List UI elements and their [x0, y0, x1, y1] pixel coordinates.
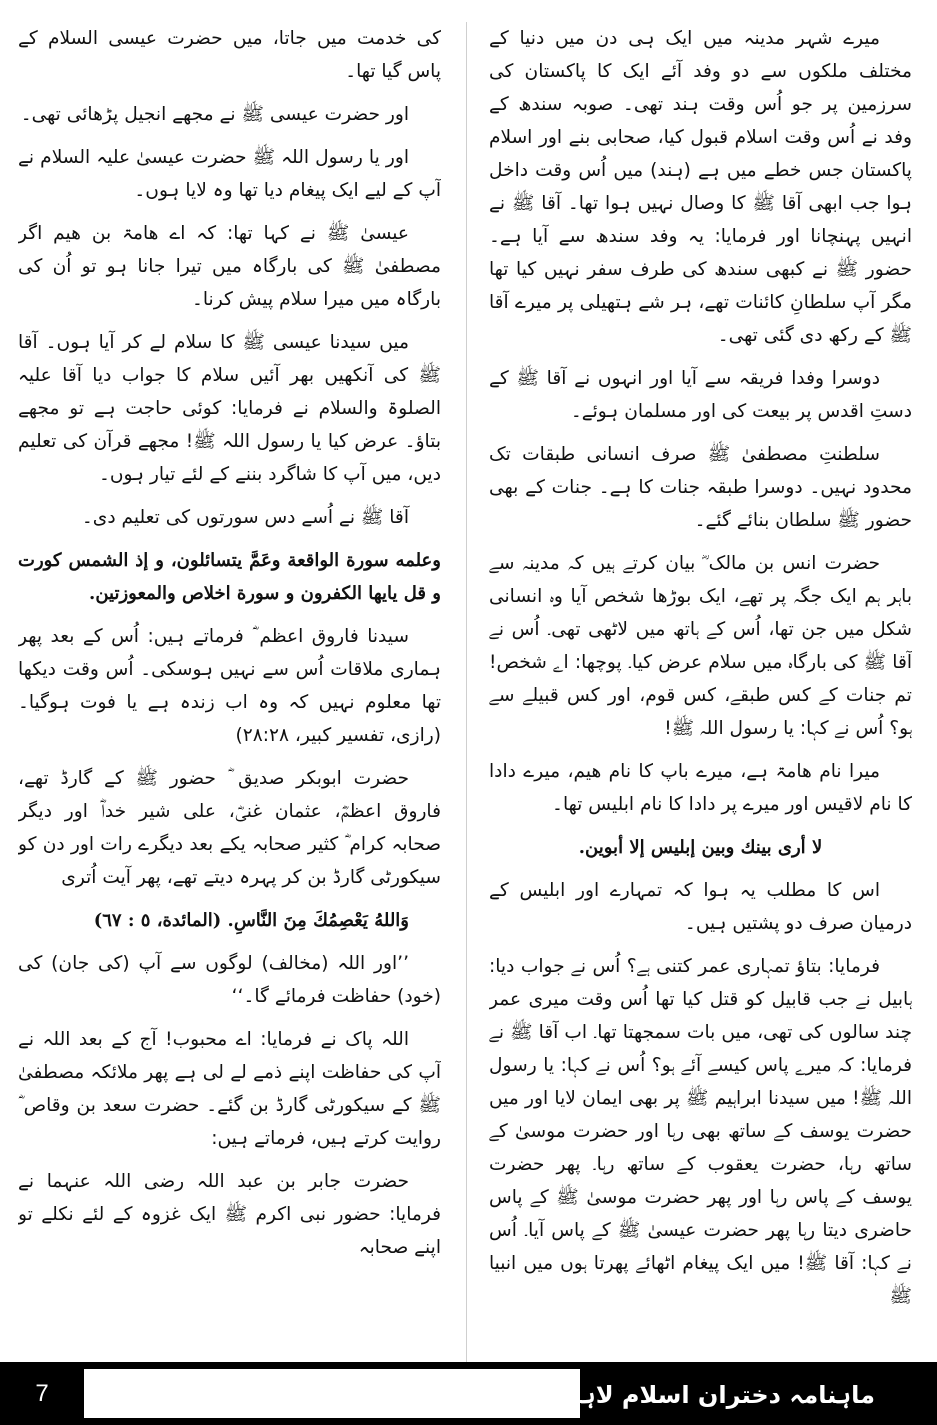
paragraph: اس کا مطلب یہ ہوا کہ تمہارے اور ابلیس کے درمیان صرف دو پشتیں ہیں۔: [489, 880, 912, 934]
paragraph: حضرت جابر بن عبد اللہ رضی اللہ عنہما نے فرمایا: حضور نبی اکرم ﷺ ایک غزوہ کے لئے نکلے تو اپنے صحابہ: [18, 1171, 441, 1258]
paragraph: اور حضرت عیسی ﷺ نے مجھے انجیل پڑھائی تھی۔: [20, 104, 409, 125]
paragraph: لا أرى بينك وبين إبليس إلا أبوين.: [578, 837, 823, 858]
magazine-title: ماہنامہ دختران اسلام لاہور اکتوبر 2021: [398, 1380, 875, 1409]
left-column: [18, 22, 441, 1362]
paragraph: میرے شہر مدینہ میں ایک ہی دن میں دنیا کے مختلف ملکوں سے دو وفد آئے ایک کا پاکستان کی سرزمین پر جو اُس وقت ہند تھی۔ صوبہ سندھ کے وفد نے اُس وقت اسلام قبول کیا، صحابی بنے اور اسلام پاکستان جس خطے میں ہے (ہند) میں اُس وقت داخل ہوا جب ابھی آقا ﷺ کا وصال نہیں ہوا تھا۔ آقا ﷺ نے انہیں پہنچانا اور فرمایا: یہ وفد سندھ سے آیا ہے۔ حضور ﷺ نے کبھی سندھ کی طرف سفر نہیں کیا تھا مگر آپ سلطانِ کائنات تھے، ہر شے ہتھیلی پر میرے آقا ﷺ کے رکھ دی گئی تھی۔: [489, 28, 912, 346]
column-divider: [466, 22, 467, 1362]
page-number: 7: [12, 1369, 72, 1418]
paragraph: میں سیدنا عیسی ﷺ کا سلام لے کر آیا ہوں۔ آقا ﷺ کی آنکھیں بھر آئیں سلام کا جواب دیا آقا علیہ الصلوۃ والسلام نے فرمایا: کوئی حاجت ہے تو مجھے بتاؤ۔ عرض کیا یا رسول اللہ ﷺ! مجھے قرآن کی تعلیم دیں، میں آپ کا شاگرد بننے کے لئے تیار ہوں۔: [18, 332, 441, 485]
paragraph: وَاللهُ يَعْصِمُكَ مِنَ النَّاسِ. (المائدة، ٥ : ٦٧): [93, 910, 409, 931]
right-column: [489, 22, 912, 1362]
paragraph: کی خدمت میں جاتا، میں حضرت عیسی السلام کے پاس گیا تھا۔: [18, 28, 441, 82]
paragraph: حضرت انس بن مالک ؓ بیان کرتے ہیں کہ مدینہ سے باہر ہم ایک جگہ پر تھے، ایک بوڑھا شخص آیا وہ انسانی شکل میں جن تھا، اُس کے ہاتھ میں لاٹھی تھی۔ اُس نے آقا ﷺ کی بارگاہ میں سلام عرض کیا۔ پوچھا: اے شخص! تم جنات کے کس طبقے، کس قوم، اور کس قبیلے سے ہو؟ اُس نے کہا: یا رسول اللہ ﷺ!: [489, 553, 912, 739]
page-footer: [0, 1362, 937, 1425]
paragraph: اور یا رسول اللہ ﷺ حضرت عیسیٰ علیہ السلام نے آپ کے لیے ایک پیغام دیا تھا وہ لایا ہوں۔: [18, 147, 441, 201]
paragraph: سلطنتِ مصطفیٰ ﷺ صرف انسانی طبقات تک محدود نہیں۔ دوسرا طبقہ جنات کا ہے۔ جنات کے بھی حضور ﷺ سلطان بنائے گئے۔: [489, 444, 912, 531]
paragraph: وعلمه سورة الواقعة وعَمَّ يتسائلون، و إذ الشمس كورت و قل يايها الكفرون و سورة اخلاص والمعوزتين.: [18, 550, 441, 604]
paragraph: عیسیٰ ﷺ نے کہا تھا: کہ اے ھامۃ بن ھیم اگر مصطفیٰ ﷺ کی بارگاہ میں تیرا جانا ہو تو اُن کی بارگاہ میں میرا سلام پیش کرنا۔: [18, 223, 441, 310]
paragraph: حضرت ابوبکر صدیق ؓ حضور ﷺ کے گارڈ تھے، فاروق اعظمؓ، عثمان غنیؓ، علی شیر خداؓ اور دیگر صحابہ کرام ؓ کثیر صحابہ یکے بعد دیگرے رات اور دن کو سیکورٹی گارڈ بن کر پہرہ دیتے تھے، پھر آیت اُتری: [18, 768, 441, 888]
paragraph: میرا نام ھامۃ ہے، میرے باپ کا نام ھیم، میرے دادا کا نام لاقیس اور میرے پر دادا کا نام ابلیس تھا۔: [489, 761, 912, 815]
paragraph: ’’اور اللہ (مخالف) لوگوں سے آپ (کی جان) کی (خود) حفاظت فرمائے گا۔‘‘: [18, 953, 441, 1007]
paragraph: دوسرا وفدا فریقہ سے آیا اور انہوں نے آقا ﷺ کے دستِ اقدس پر بیعت کی اور مسلمان ہوئے۔: [489, 368, 912, 422]
paragraph: فرمایا: بتاؤ تمہاری عمر کتنی ہے؟ اُس نے جواب دیا: ہابیل نے جب قابیل کو قتل کیا تھا اُس وقت میری عمر چند سالوں کی تھی، میں بات سمجھتا تھا۔ اب آقا ﷺ نے فرمایا: کہ میرے پاس کیسے آئے ہو؟ اُس نے کہا: یا رسول اللہ ﷺ! میں سیدنا ابراہیم ﷺ پر بھی ایمان لایا اور میں حضرت یوسف کے ساتھ بھی رہا اور حضرت موسیٰ کے ساتھ رہا، حضرت یعقوب کے ساتھ رہا۔ پھر حضرت یوسف کے پاس رہا اور پھر حضرت موسیٰ ﷺ کے پاس حاضری دیتا رہا پھر حضرت عیسیٰ ﷺ کے پاس آیا۔ اُس نے کہا: آقا ﷺ! میں ایک پیغام اٹھائے پھرتا ہوں میں انبیا ﷺ: [489, 956, 912, 1307]
paragraph: اللہ پاک نے فرمایا: اے محبوب! آج کے بعد اللہ نے آپ کی حفاظت اپنے ذمے لے لی ہے پھر ملائکہ مصطفیٰ ﷺ کے سیکورٹی گارڈ بن گئے۔ حضرت سعد بن وقاص ؓ روایت کرتے ہیں، فرماتے ہیں:: [18, 1029, 441, 1149]
paragraph: سیدنا فاروق اعظم ؓ فرماتے ہیں: اُس کے بعد پھر ہماری ملاقات اُس سے نہیں ہوسکی۔ اُس وقت دیکھا تھا معلوم نہیں کہ وہ اب زندہ ہے یا فوت ہوگیا۔ (رازی، تفسیر کبیر، ۲۸:۲۸): [18, 626, 441, 746]
paragraph: آقا ﷺ نے اُسے دس سورتوں کی تعلیم دی۔: [81, 507, 409, 528]
